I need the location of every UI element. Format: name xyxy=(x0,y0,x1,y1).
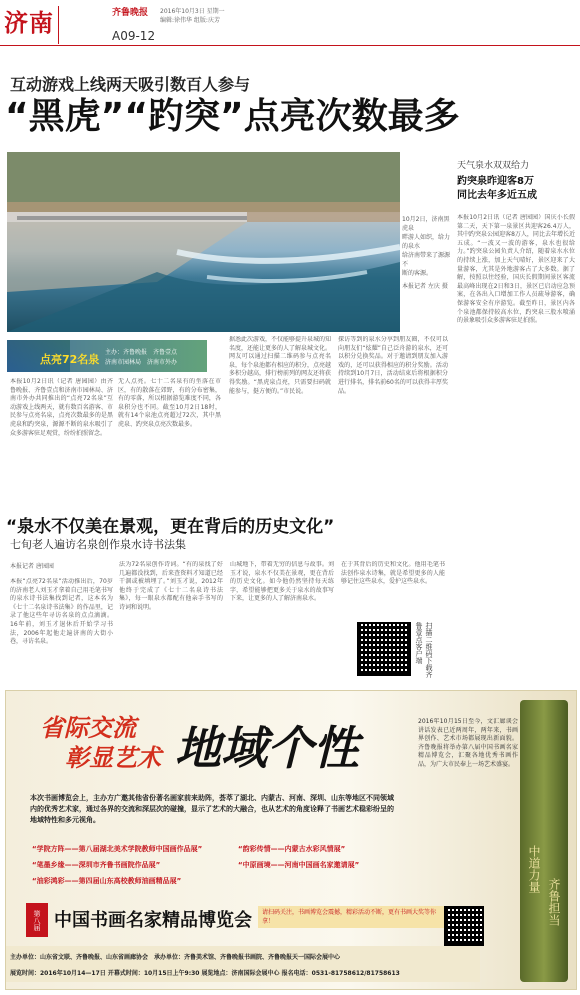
promo-line: 请扫码关注，书画博览会震撼，精彩活动不断，更有书画大奖等你拿！ xyxy=(258,906,446,928)
second-byline: 本报记者 唐园园 xyxy=(10,563,54,570)
expo-title: 中国书画名家精品博览会 xyxy=(54,910,252,931)
second-col-1: 本报“点亮72名泉”活动推出后，70岁的济南老人刘玉才拿着自己用毛笔书写的泉水诗书法集找到记者，这本名为《七十二名泉诗书法集》的作品里，记录了他这些年寻访名泉的点点滴滴。16年前，刘玉才退休后开始学习书法，2006年起他走遍济南的大街小巷，寻访名泉。 xyxy=(10,578,113,646)
promo-strip xyxy=(7,340,207,372)
top-story-col-4: 探访等到的泉水分享到朋友圈，不仅可以向朋友们“炫耀”自己泛舟游的泉水，还可以积分兑换奖品。对于邀请到朋友加入游戏的，还可以获得相应的积分奖励。活动持续到10月7日，活动结束后将根据积分进行排名，排名前60名的可以获得丰厚奖品。 xyxy=(338,336,448,395)
ad-right-text: 2016年10月15日至今，文汇廊谈会讲话发表已近两周年，两年来，书画界创作、艺术市场都展现出新面貌。齐鲁晚报将举办第八届中国书画名家精品博览会，汇聚各地优秀书画作品，为广大市民奉上一场艺术盛宴。 xyxy=(418,718,518,768)
caption-line-1: 10月2日，济南黑虎泉 xyxy=(402,216,450,232)
expo-badge: 第八届 xyxy=(26,903,48,937)
editor-line: 编辑:徐伟华 组版:庆芳 xyxy=(160,17,220,24)
caption-line-5: 本报记者 左庆 摄 xyxy=(402,283,448,290)
paper-brand: 齐鲁晚报 xyxy=(112,8,149,18)
ad-exhibit-2: “笔墨乡缘——深圳市齐鲁书画院作品展” xyxy=(32,861,161,869)
small-photo-host: 主办：齐鲁晚报 齐鲁壹点 xyxy=(105,349,178,356)
right-story-body: 本报10月2日讯（记者 唐园园）国庆小长假第二天，天下第一泉景区共迎客26.4万人，其中趵突泉公园迎客8万人，同比去年增长近五成。“一波又一波的游客，泉水也很给力。”趵突泉公园负责人介绍，随着泉水水位的持续上涨，加上天气晴好，景区迎来了大量游客，尤其是外地游客占了大多数。据了解，按照以往经验，国庆长假期间景区客流最高峰出现在2日和3日，景区已启动应急预案，在各出入口增加工作人员疏导游客，确保游客安全有序游览。截至昨日，景区内各个泉池都保持较高水位，趵突泉三股水喷涌的景象吸引众多游客驻足拍照。 xyxy=(457,214,575,325)
right-headline-1: 趵突泉昨迎客8万 xyxy=(457,176,534,187)
caption-line-2: 畔游人如织，给力的泉水 xyxy=(402,234,451,250)
ad-footer-1: 主办单位：山东省文联、齐鲁晚报、山东省画廊协会 承办单位：齐鲁美术馆、齐鲁晚报书画院、齐鲁晚报天一国际会展中心 xyxy=(10,954,341,961)
masthead-rule xyxy=(0,45,580,46)
ad-intro: 本次书画博览会上，主办方广邀其他省份著名画家前来助阵，荟萃了湖北、内蒙古、河南、深圳、山东等地区不同领域内的优秀艺术家，通过各界的交流和深层次的碰撞，显示了艺术的大融合，也从艺术的角度诠释了书画艺术稳彩纷呈的地域特性和多元视角。 xyxy=(30,794,394,824)
top-story-kicker: 互动游戏上线两天吸引数百人参与 xyxy=(10,75,251,94)
second-col-4: 在于其背后的历史和文化。他用毛笔书法创作泉水诗集，就是希望更多的人能够记住这些泉水，爱护这些泉水。 xyxy=(341,561,445,586)
ad-slogan-black: 地域个性 xyxy=(175,721,359,775)
ad-scroll xyxy=(520,700,568,982)
ad-exhibit-3: “油彩鸿彩——第四届山东高校教师油画精品展” xyxy=(32,877,182,885)
photo-illustration xyxy=(7,152,400,332)
top-story-col-3: 据悉此次游戏，不仅能够提升泉城的知名度，还能让更多的人了解泉城文化。网友可以通过扫描二维码参与点亮名泉，每个泉池都有相应的积分，点亮越多积分越高，排行榜前列的网友还将获得奖励。“黑虎泉点亮，只需要扫码就能参与，挺方便的。”市民说。 xyxy=(229,336,331,395)
small-photo-title: 点亮72名泉 xyxy=(40,353,100,366)
main-photo xyxy=(7,152,400,332)
right-kicker: 天气泉水双双给力 xyxy=(457,161,530,171)
second-headline: “泉水不仅美在景观，更在背后的历史文化” xyxy=(6,517,335,537)
top-story-headline: “黑虎”“趵突”点亮次数最多 xyxy=(5,96,460,137)
ad-exhibit-5: “中原画境——河南中国画名家邀请展” xyxy=(238,861,360,869)
small-photo-co: 济南市园林局 济南市外办 xyxy=(105,359,178,366)
second-col-3: 山城地下，带着无穷的信息与故事。刘玉才说，泉水不仅美在景观，更在背后的历史文化。如今他仍然坚持每天练字，希望能够把更多关于泉水的故事写下来，让更多的人了解济南泉水。 xyxy=(230,561,334,603)
section-city: 济南 xyxy=(4,9,54,37)
caption-line-4: 断的客源。 xyxy=(402,270,433,277)
top-story-col-1: 本报10月2日讯（记者 唐园园）由齐鲁晚报、齐鲁壹点和济南市园林局、济南市外办共同推出的“点亮72名泉”互动游戏上线两天，就有数百名游客、市民参与点亮名泉，点亮次数最多的是黑虎泉和趵突泉，源源不断的泉水吸引了众多游客驻足观赏，纷纷拍照留念。 xyxy=(10,378,113,437)
ad-footer-2: 展览时间：2016年10月14—17日 开幕式时间：10月15日上午9:30 展览地点：济南国际会展中心 报名电话：0531-81758612/81758613 xyxy=(10,970,400,977)
scroll-text-1: 中道力量 xyxy=(527,845,541,893)
qr-caption: 扫描二维码下载齐鲁壹点客户端 xyxy=(415,622,433,678)
caption-line-3: 给济南带来了源源不 xyxy=(402,252,451,268)
ad-exhibit-4: “韵彩传情——内蒙古水彩风情展” xyxy=(238,845,346,853)
date-line: 2016年10月3日 星期一 xyxy=(160,8,225,15)
ad-exhibit-1: “学院方阵——第八届湖北美术学院教师中国画作品展” xyxy=(32,845,203,853)
photo-caption xyxy=(402,215,450,291)
page-code: A09-12 xyxy=(112,29,156,43)
second-subhead: 七旬老人遍访名泉创作泉水诗书法集 xyxy=(10,538,186,551)
download-qr-code[interactable] xyxy=(357,622,411,676)
top-story-col-2: 无人点亮。七十二名泉有的坐落在市区，有的散落在郊野，有的分布密集，有的零落，所以根据游览难度不同，各泉积分也不同。截至10月2日18时，就有14个泉池点亮超过72次，其中黑虎泉、趵突泉点亮次数最多。 xyxy=(118,378,221,428)
second-col-2: 法为72名泉创作诗词。“有的泉找了好几遍都没找到，后来查资料才知道已经干涸或被填埋了。”刘玉才说，2012年他终于完成了《七十二名泉诗书法集》，每一眼泉水都配有他亲手书写的诗词和说明。 xyxy=(119,561,223,611)
masthead-divider xyxy=(58,6,59,44)
ad-qr-code[interactable] xyxy=(444,906,484,946)
scroll-text-2: 齐鲁担当 xyxy=(547,878,561,926)
right-headline-2: 同比去年多近五成 xyxy=(457,190,537,201)
ad-slogan-red-1: 省际交流 xyxy=(40,714,136,742)
ad-slogan-red-2: 彰显艺术 xyxy=(65,744,161,772)
